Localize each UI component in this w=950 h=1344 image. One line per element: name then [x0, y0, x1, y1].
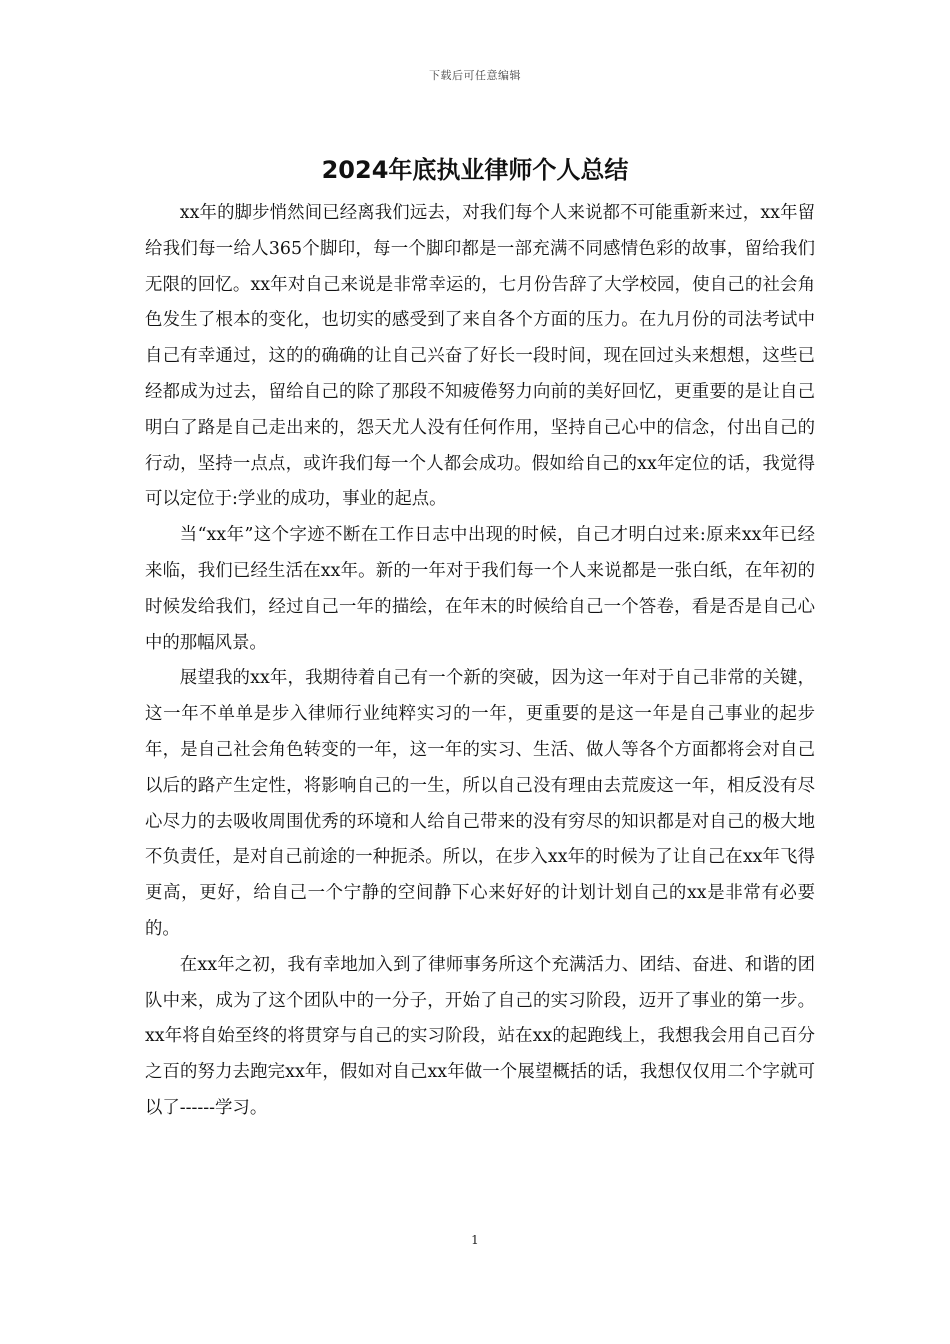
document-title: 2024年底执业律师个人总结: [321, 156, 629, 184]
header-note: 下载后可任意编辑: [429, 69, 521, 82]
paragraph-2: 当“xx年”这个字迹不断在工作日志中出现的时候，自己才明白过来:原来xx年已经来临，我们已经生活在xx年。新的一年对于我们每一个人来说都是一张白纸，在年初的时候发给我们，经过自己一年的描绘，在年末的时候给自己一个答卷，看是否是自己心中的那幅风景。: [145, 525, 815, 653]
paragraph-4: 在xx年之初，我有幸地加入到了律师事务所这个充满活力、团结、奋进、和谐的团队中来，成为了这个团队中的一分子，开始了自己的实习阶段，迈开了事业的第一步。xx年将自始至终的将贯穿与自己的实习阶段，站在xx的起跑线上，我想我会用自己百分之百的努力去跑完xx年，假如对自己xx年做一个展望概括的话，我想仅仅用二个字就可以了------学习。: [145, 954, 815, 1118]
document-body: [145, 196, 815, 1127]
paragraph-3: 展望我的xx年，我期待着自己有一个新的突破，因为这一年对于自己非常的关键，这一年不单单是步入律师行业纯粹实习的一年，更重要的是这一年是自己事业的起步年，是自己社会角色转变的一年，这一年的实习、生活、做人等各个方面都将会对自己以后的路产生定性，将影响自己的一生，所以自己没有理由去荒废这一年，相反没有尽心尽力的去吸收周围优秀的环境和人给自己带来的没有穷尽的知识都是对自己的极大地不负责任，是对自己前途的一种扼杀。所以，在步入xx年的时候为了让自己在xx年飞得更高，更好，给自己一个宁静的空间静下心来好好的计划计划自己的xx是非常有必要的。: [145, 668, 815, 939]
page-number: 1: [471, 1233, 479, 1247]
paragraph-1: xx年的脚步悄然间已经离我们远去，对我们每个人来说都不可能重新来过，xx年留给我们每一给人365个脚印，每一个脚印都是一部充满不同感情色彩的故事，留给我们无限的回忆。xx年对自己来说是非常幸运的，七月份告辞了大学校园，使自己的社会角色发生了根本的变化，也切实的感受到了来自各个方面的压力。在九月份的司法考试中自己有幸通过，这的的确确的让自己兴奋了好长一段时间，现在回过头来想想，这些已经都成为过去，留给自己的除了那段不知疲倦努力向前的美好回忆，更重要的是让自己明白了路是自己走出来的，怨天尤人没有任何作用，坚持自己心中的信念，付出自己的行动，坚持一点点，或许我们每一个人都会成功。假如给自己的xx年定位的话，我觉得可以定位于:学业的成功，事业的起点。: [145, 203, 815, 510]
